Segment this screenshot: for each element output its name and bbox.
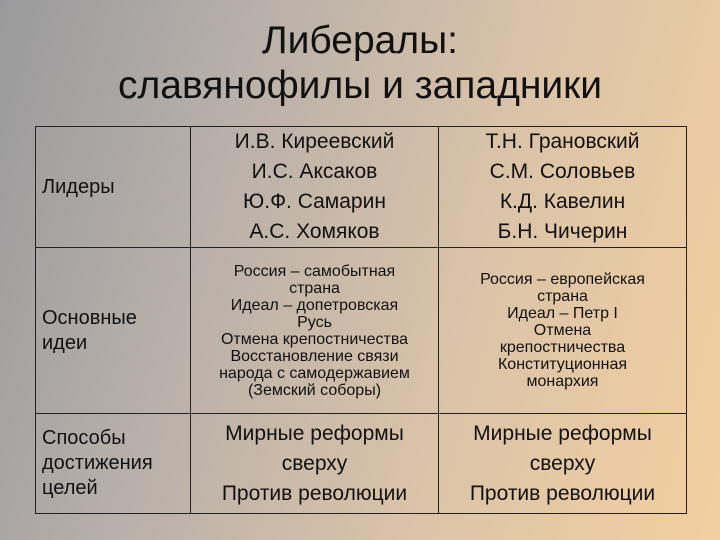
row-header-methods — [36, 414, 191, 514]
cell-line: Мирные реформы — [225, 421, 404, 445]
cell-line: Идеал – допетровская — [230, 296, 399, 314]
slavophiles-ideas-cell — [191, 248, 439, 414]
cell-line: Б.Н. Чичерин — [497, 220, 628, 243]
cell-line: сверху — [281, 451, 348, 475]
cell-line: сверху — [529, 451, 596, 475]
cell-line: Восстановление связи — [230, 347, 399, 365]
cell-line: К.Д. Кавелин — [499, 190, 626, 213]
slavophiles-leaders-cell — [191, 127, 439, 248]
cell-line: Против революции — [469, 481, 656, 505]
cell-line: крепостничества — [499, 339, 626, 356]
cell-line: А.С. Хомяков — [249, 220, 380, 243]
westernizers-ideas-cell — [439, 248, 687, 414]
cell-line: С.М. Соловьев — [489, 160, 636, 183]
title-line-1: Либералы: — [262, 19, 458, 62]
cell-line: Идеал – Петр I — [507, 305, 618, 322]
cell-line: Русь — [297, 313, 332, 331]
cell-line: монархия — [526, 373, 599, 390]
slide-title — [0, 18, 720, 108]
comparison-table — [35, 126, 687, 514]
table-row-ideas — [36, 248, 687, 414]
title-line-2: славянофилы и западники — [118, 64, 602, 107]
cell-line: Россия – европейская — [480, 271, 645, 288]
table-row-methods — [36, 414, 687, 514]
cell-line: Способы — [42, 427, 126, 449]
cell-line: идеи — [42, 331, 88, 354]
cell-line: Конституционная — [497, 356, 628, 373]
westernizers-methods-cell — [439, 414, 687, 514]
table-row-leaders — [36, 127, 687, 248]
cell-line: Против революции — [221, 481, 408, 505]
cell-line: страна — [537, 288, 588, 305]
cell-line: народа с самодержавием — [219, 364, 410, 382]
row-header-ideas — [36, 248, 191, 414]
cell-line: И.В. Киреевский — [234, 130, 395, 153]
cell-line: достижения — [42, 452, 153, 474]
cell-line: (Земский соборы) — [247, 381, 382, 399]
slavophiles-methods-cell — [191, 414, 439, 514]
cell-line: Отмена — [533, 322, 592, 339]
cell-line: Основные — [42, 306, 137, 329]
cell-line: Лидеры — [42, 175, 115, 198]
cell-line: Ю.Ф. Самарин — [243, 190, 386, 213]
cell-line: страна — [289, 279, 340, 297]
westernizers-leaders-cell — [439, 127, 687, 248]
cell-line: Т.Н. Грановский — [485, 130, 640, 153]
cell-line: Россия – самобытная — [233, 262, 396, 280]
cell-line: Отмена крепостничества — [220, 330, 409, 348]
cell-line: И.С. Аксаков — [251, 160, 378, 183]
cell-line: Мирные реформы — [473, 421, 652, 445]
cell-line: целей — [42, 477, 98, 499]
row-header-leaders — [36, 127, 191, 248]
